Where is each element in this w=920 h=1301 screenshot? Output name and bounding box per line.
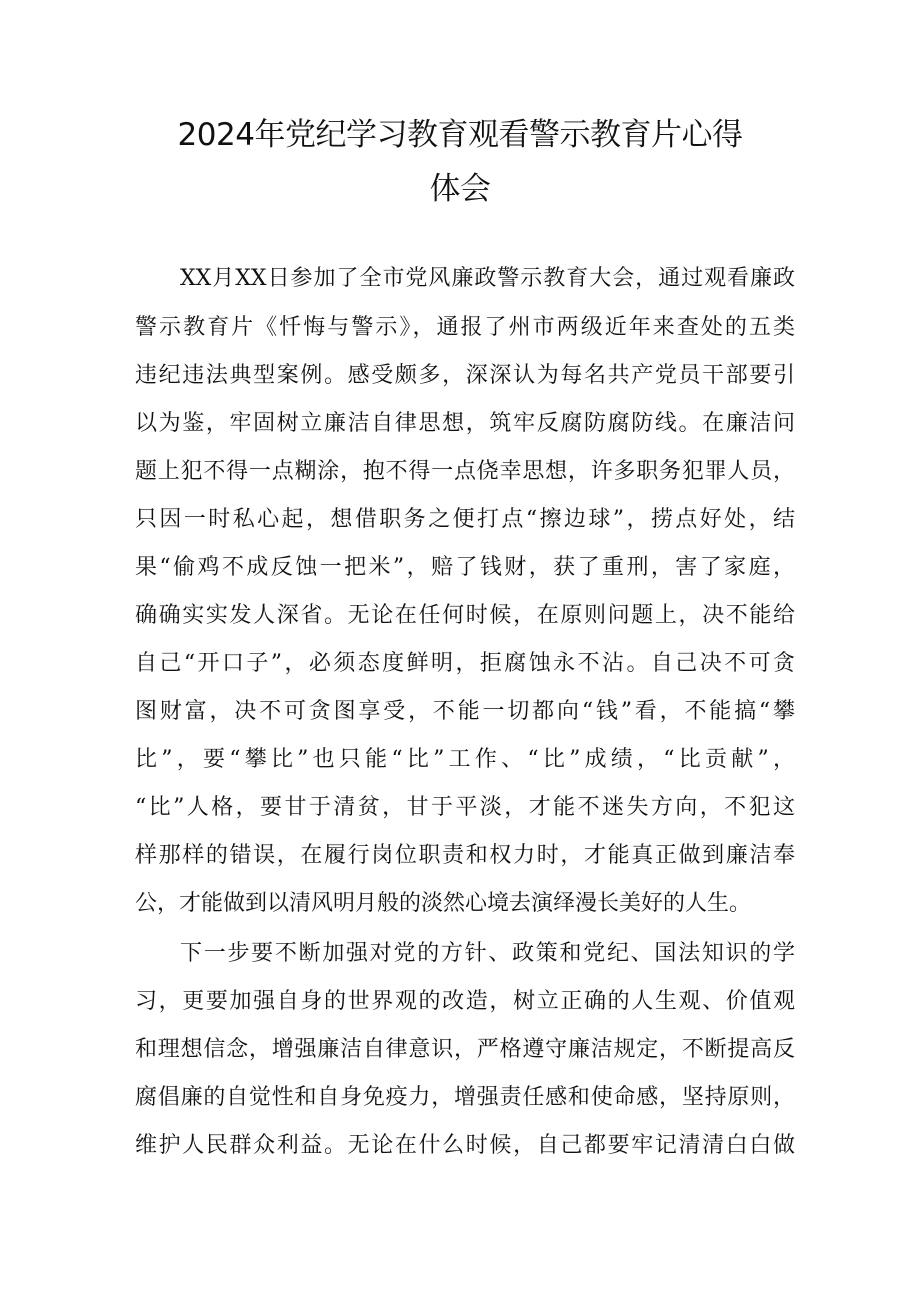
paragraph-1-line: 公，才能做到以清风明月般的淡然心境去演绎漫长美好的人生。 (135, 891, 752, 916)
paragraph-1-line: 确确实实发人深省。无论在任何时候，在原则问题上，决不能给 (135, 603, 795, 628)
paragraph-1-line: 自己“开口子”，必须态度鲜明，拒腐蚀永不沾。自己决不可贪 (135, 651, 795, 676)
paragraph-1-line: “比”人格，要甘于清贫，甘于平淡，才能不迷失方向，不犯这 (135, 795, 795, 820)
paragraph-1-line: 比”，要“攀比”也只能“比”工作、“比”成绩，“比贡献”， (135, 747, 795, 772)
paragraph-2-line: 腐倡廉的自觉性和自身免疫力，增强责任感和使命感，坚持原则， (135, 1085, 795, 1110)
paragraph-2-line: 下一步要不断加强对党的方针、政策和党纪、国法知识的学 (180, 941, 795, 966)
paragraph-1-line: 只因一时私心起，想借职务之便打点“擦边球”，捞点好处，结 (135, 507, 795, 532)
paragraph-2-line: 习，更要加强自身的世界观的改造，树立正确的人生观、价值观 (135, 989, 795, 1014)
paragraph-1-line: 果“偷鸡不成反蚀一把米”，赔了钱财，获了重刑，害了家庭， (135, 555, 795, 580)
paragraph-1-line: XX月XX日参加了全市党风廉政警示教育大会，通过观看廉政 (180, 266, 795, 291)
paragraph-2-line: 维护人民群众利益。无论在什么时候，自己都要牢记清清白白做 (135, 1133, 795, 1158)
paragraph-1-line: 样那样的错误，在履行岗位职责和权力时，才能真正做到廉洁奉 (135, 843, 795, 868)
paragraph-1-line: 违纪违法典型案例。感受颇多，深深认为每名共产党员干部要引 (135, 363, 795, 388)
document-title-line-1: 2024年党纪学习教育观看警示教育片心得 (177, 117, 743, 153)
paragraph-1-line: 题上犯不得一点糊涂，抱不得一点侥幸思想，许多职务犯罪人员， (135, 459, 795, 484)
paragraph-1-line: 以为鉴，牢固树立廉洁自律思想，筑牢反腐防腐防线。在廉洁问 (135, 411, 795, 436)
paragraph-1-line: 图财富，决不可贪图享受，不能一切都向“钱”看，不能搞“攀 (135, 699, 795, 724)
paragraph-1-line: 警示教育片《忏悔与警示》，通报了州市两级近年来查处的五类 (135, 315, 795, 340)
document-title-line-2: 体会 (429, 171, 491, 207)
paragraph-2-line: 和理想信念，增强廉洁自律意识，严格遵守廉洁规定，不断提高反 (135, 1037, 795, 1062)
